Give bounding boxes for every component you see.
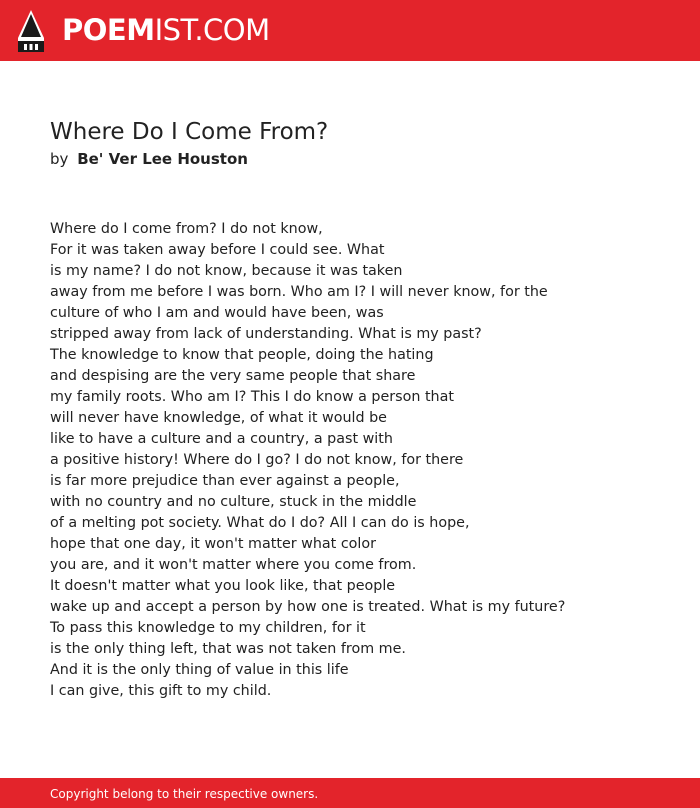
poem-line: culture of who I am and would have been, was [50,305,384,321]
site-footer [0,778,700,808]
site-logo[interactable] [62,13,270,47]
poem-line: and despising are the very same people that share [50,368,416,384]
site-header [0,0,700,61]
logo-light-text: IST.COM [154,13,270,47]
poem-line: It doesn't matter what you look like, that people [50,578,396,594]
poem-line: is the only thing left, that was not taken from me. [50,641,406,657]
poem-line: you are, and it won't matter where you come from. [50,557,417,573]
poem-line: my family roots. Who am I? This I do know a person that [50,389,454,405]
poem-line: For it was taken away before I could see. What [50,242,385,258]
pencil-icon[interactable] [18,10,44,52]
poem-line: a positive history! Where do I go? I do not know, for there [50,452,464,468]
by-label: by [50,150,69,168]
poem-line: To pass this knowledge to my children, for it [50,620,366,636]
poem-line: I can give, this gift to my child. [50,683,272,699]
poem-line: will never have knowledge, of what it would be [50,410,387,426]
poem-line: is my name? I do not know, because it was taken [50,263,403,279]
poem-line: The knowledge to know that people, doing the hating [50,347,434,363]
copyright-text: Copyright belong to their respective owners. [50,787,319,801]
poem-line: Where do I come from? I do not know, [50,221,323,237]
poem-line: with no country and no culture, stuck in the middle [50,494,417,510]
poem-line: stripped away from lack of understanding. What is my past? [50,326,482,342]
poem-body [50,219,670,702]
poem-title: Where Do I Come From? [50,119,329,145]
byline [50,149,248,169]
poem-line: like to have a culture and a country, a past with [50,431,393,447]
poem-line: away from me before I was born. Who am I? I will never know, for the [50,284,548,300]
poem-line: And it is the only thing of value in this life [50,662,349,678]
poem-line: of a melting pot society. What do I do? All I can do is hope, [50,515,470,531]
poem-line: is far more prejudice than ever against a people, [50,473,400,489]
logo-strong-text: POEM [62,13,155,47]
poem-line: wake up and accept a person by how one is treated. What is my future? [50,599,566,615]
author-name[interactable]: Be' Ver Lee Houston [77,150,248,168]
poem-line: hope that one day, it won't matter what color [50,536,377,552]
